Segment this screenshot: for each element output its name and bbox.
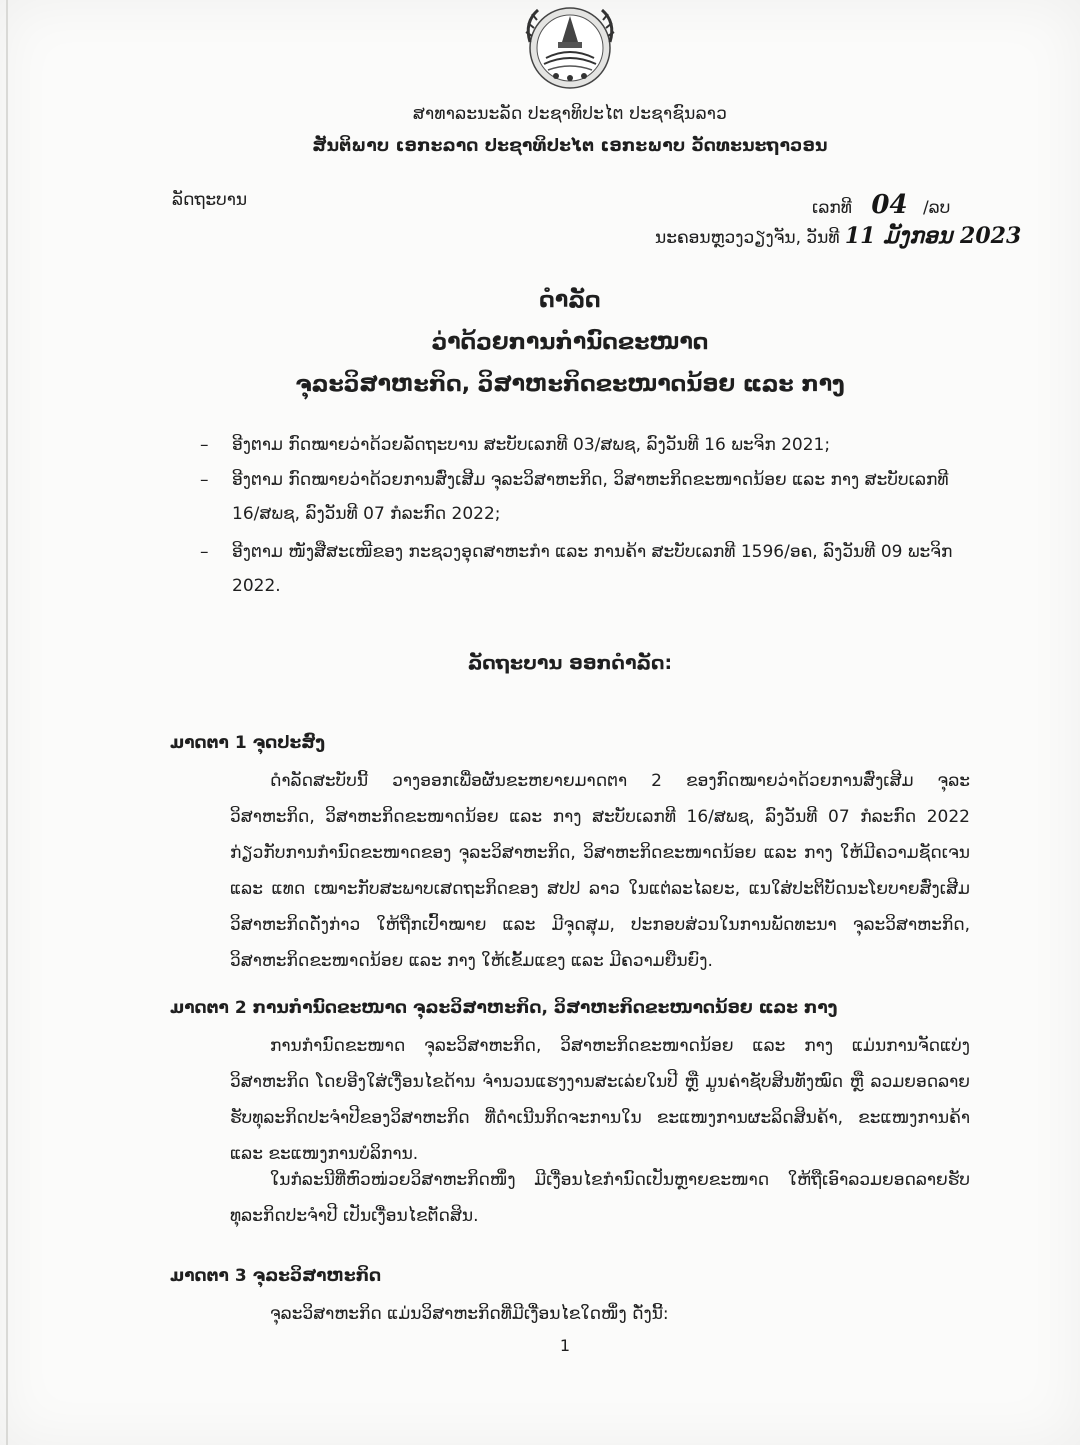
- number-label: ເລກທີ: [812, 198, 852, 218]
- lao-national-emblem-icon: [516, 2, 624, 92]
- article-1-heading: ມາດຕາ 1 ຈຸດປະສົງ: [170, 733, 326, 753]
- country-name: ສາທາລະນະລັດ ປະຊາທິປະໄຕ ປະຊາຊົນລາວ: [412, 104, 728, 124]
- decree-heading: ລັດຖະບານ ອອກດຳລັດ:: [467, 652, 673, 674]
- reference-item: – ອີງຕາມ ກົດໝາຍວ່າດ້ວຍລັດຖະບານ ສະບັບເລກທີ 03/ສພຊ, ລົງວັນທີ 16 ພະຈິກ 2021;: [200, 428, 980, 462]
- reference-item: – ອີງຕາມ ກົດໝາຍວ່າດ້ວຍການສົ່ງເສີມ ຈຸລະວິສາຫະກິດ, ວິສາຫະກິດຂະໜາດນ້ອຍ ແລະ ກາງ ສະບັບເລກທີ 16/ສພຊ, ລົງວັນທີ 07 ກໍລະກົດ 2022;: [200, 463, 980, 531]
- article-2-heading: ມາດຕາ 2 ການກຳນົດຂະໜາດ ຈຸລະວິສາຫະກິດ, ວິສາຫະກິດຂະໜາດນ້ອຍ ແລະ ກາງ: [170, 998, 838, 1018]
- article-2-paragraph-2: ໃນກໍລະນີທີ່ຫົວໜ່ວຍວິສາຫະກິດໜຶ່ງ ມີເງື່ອນໄຂກຳນົດເປັນຫຼາຍຂະໜາດ ໃຫ້ຖືເອົາລວມຍອດລາຍຮັບທຸລະກິດປະຈຳປີ ເປັນເງື່ອນໄຂຕັດສິນ.: [230, 1170, 970, 1226]
- page-edge-line: [6, 0, 8, 1445]
- article-3-paragraph: ຈຸລະວິສາຫະກິດ ແມ່ນວິສາຫະກິດທີ່ມີເງື່ອນໄຂໃດໜຶ່ງ ດັ່ງນີ້:: [270, 1304, 669, 1324]
- national-motto: ສັນຕິພາບ ເອກະລາດ ປະຊາທິປະໄຕ ເອກະພາບ ວັດທະນະຖາວອນ: [312, 136, 828, 156]
- handwritten-date: 11 ມັງກອນ 2023: [844, 223, 1022, 249]
- place-and-date: [655, 223, 1021, 249]
- reference-text: ອີງຕາມ ໜັງສືສະເໜີຂອງ ກະຊວງອຸດສາຫະກຳ ແລະ ການຄ້າ ສະບັບເລກທີ 1596/ອຄ, ລົງວັນທີ 09 ພະຈິກ 2022.: [232, 542, 953, 596]
- reference-text: ອີງຕາມ ກົດໝາຍວ່າດ້ວຍການສົ່ງເສີມ ຈຸລະວິສາຫະກິດ, ວິສາຫະກິດຂະໜາດນ້ອຍ ແລະ ກາງ ສະບັບເລກທີ 16/ສພຊ, ລົງວັນທີ 07 ກໍລະກົດ 2022;: [232, 470, 949, 524]
- reference-item: – ອີງຕາມ ໜັງສືສະເໜີຂອງ ກະຊວງອຸດສາຫະກຳ ແລະ ການຄ້າ ສະບັບເລກທີ 1596/ອຄ, ລົງວັນທີ 09 ພະຈິກ 2022.: [200, 535, 980, 603]
- title-scope: ຈຸລະວິສາຫະກິດ, ວິສາຫະກິດຂະໜາດນ້ອຍ ແລະ ກາງ: [295, 372, 845, 397]
- number-suffix: /ລບ: [922, 198, 951, 218]
- place-date-label: ນະຄອນຫຼວງວຽງຈັນ, ວັນທີ: [655, 228, 840, 248]
- title-decree: ດຳລັດ: [539, 288, 601, 313]
- document-number: [812, 190, 950, 220]
- article-3-heading: ມາດຕາ 3 ຈຸລະວິສາຫະກິດ: [170, 1266, 382, 1286]
- issuer-label: ລັດຖະບານ: [172, 190, 248, 210]
- page-number: 1: [559, 1336, 571, 1355]
- number-value: 04: [871, 190, 908, 220]
- article-2-paragraph-1: ການກຳນົດຂະໜາດ ຈຸລະວິສາຫະກິດ, ວິສາຫະກິດຂະໜາດນ້ອຍ ແລະ ກາງ ແມ່ນການຈັດແບ່ງວິສາຫະກິດ ໂດຍອີງໃສ່ເງື່ອນໄຂດ້ານ ຈຳນວນແຮງງານສະເລ່ຍໃນປີ ຫຼື ມູນຄ່າຊັບສິນທັງໝົດ ຫຼື ລວມຍອດລາຍຮັບທຸລະກິດປະຈຳປີຂອງວິສາຫະກິດ ທີ່ດຳເນີນກິດຈະການໃນ ຂະແໜງການຜະລິດສິນຄ້າ, ຂະແໜງການຄ້າ ແລະ ຂະແໜງການບໍລິການ.: [230, 1036, 970, 1164]
- article-1-paragraph: ດຳລັດສະບັບນີ້ ວາງອອກເພື່ອຜັນຂະຫຍາຍມາດຕາ 2 ຂອງກົດໝາຍວ່າດ້ວຍການສົ່ງເສີມ ຈຸລະວິສາຫະກິດ, ວິສາຫະກິດຂະໜາດນ້ອຍ ແລະ ກາງ ສະບັບເລກທີ 16/ສພຊ, ລົງວັນທີ 07 ກໍລະກົດ 2022 ກ່ຽວກັບການກຳນົດຂະໜາດຂອງ ຈຸລະວິສາຫະກິດ, ວິສາຫະກິດຂະໜາດນ້ອຍ ແລະ ກາງ ໃຫ້ມີຄວາມຊັດເຈນ ແລະ ແທດ ເໝາະກັບສະພາບເສດຖະກິດຂອງ ສປປ ລາວ ໃນແຕ່ລະໄລຍະ, ແນໃສ່ປະຕິບັດນະໂຍບາຍສົ່ງເສີມວິສາຫະກິດດັ່ງກ່າວ ໃຫ້ຖືກເປົ້າໝາຍ ແລະ ມີຈຸດສຸມ, ປະກອບສ່ວນໃນການພັດທະນາ ຈຸລະວິສາຫະກິດ, ວິສາຫະກິດຂະໜາດນ້ອຍ ແລະ ກາງ ໃຫ້ເຂັ້ມແຂງ ແລະ ມີຄວາມຍືນຍົງ.: [230, 771, 970, 971]
- title-subject: ວ່າດ້ວຍການກຳນົດຂະໜາດ: [431, 330, 709, 355]
- reference-text: ອີງຕາມ ກົດໝາຍວ່າດ້ວຍລັດຖະບານ ສະບັບເລກທີ 03/ສພຊ, ລົງວັນທີ 16 ພະຈິກ 2021;: [232, 435, 831, 455]
